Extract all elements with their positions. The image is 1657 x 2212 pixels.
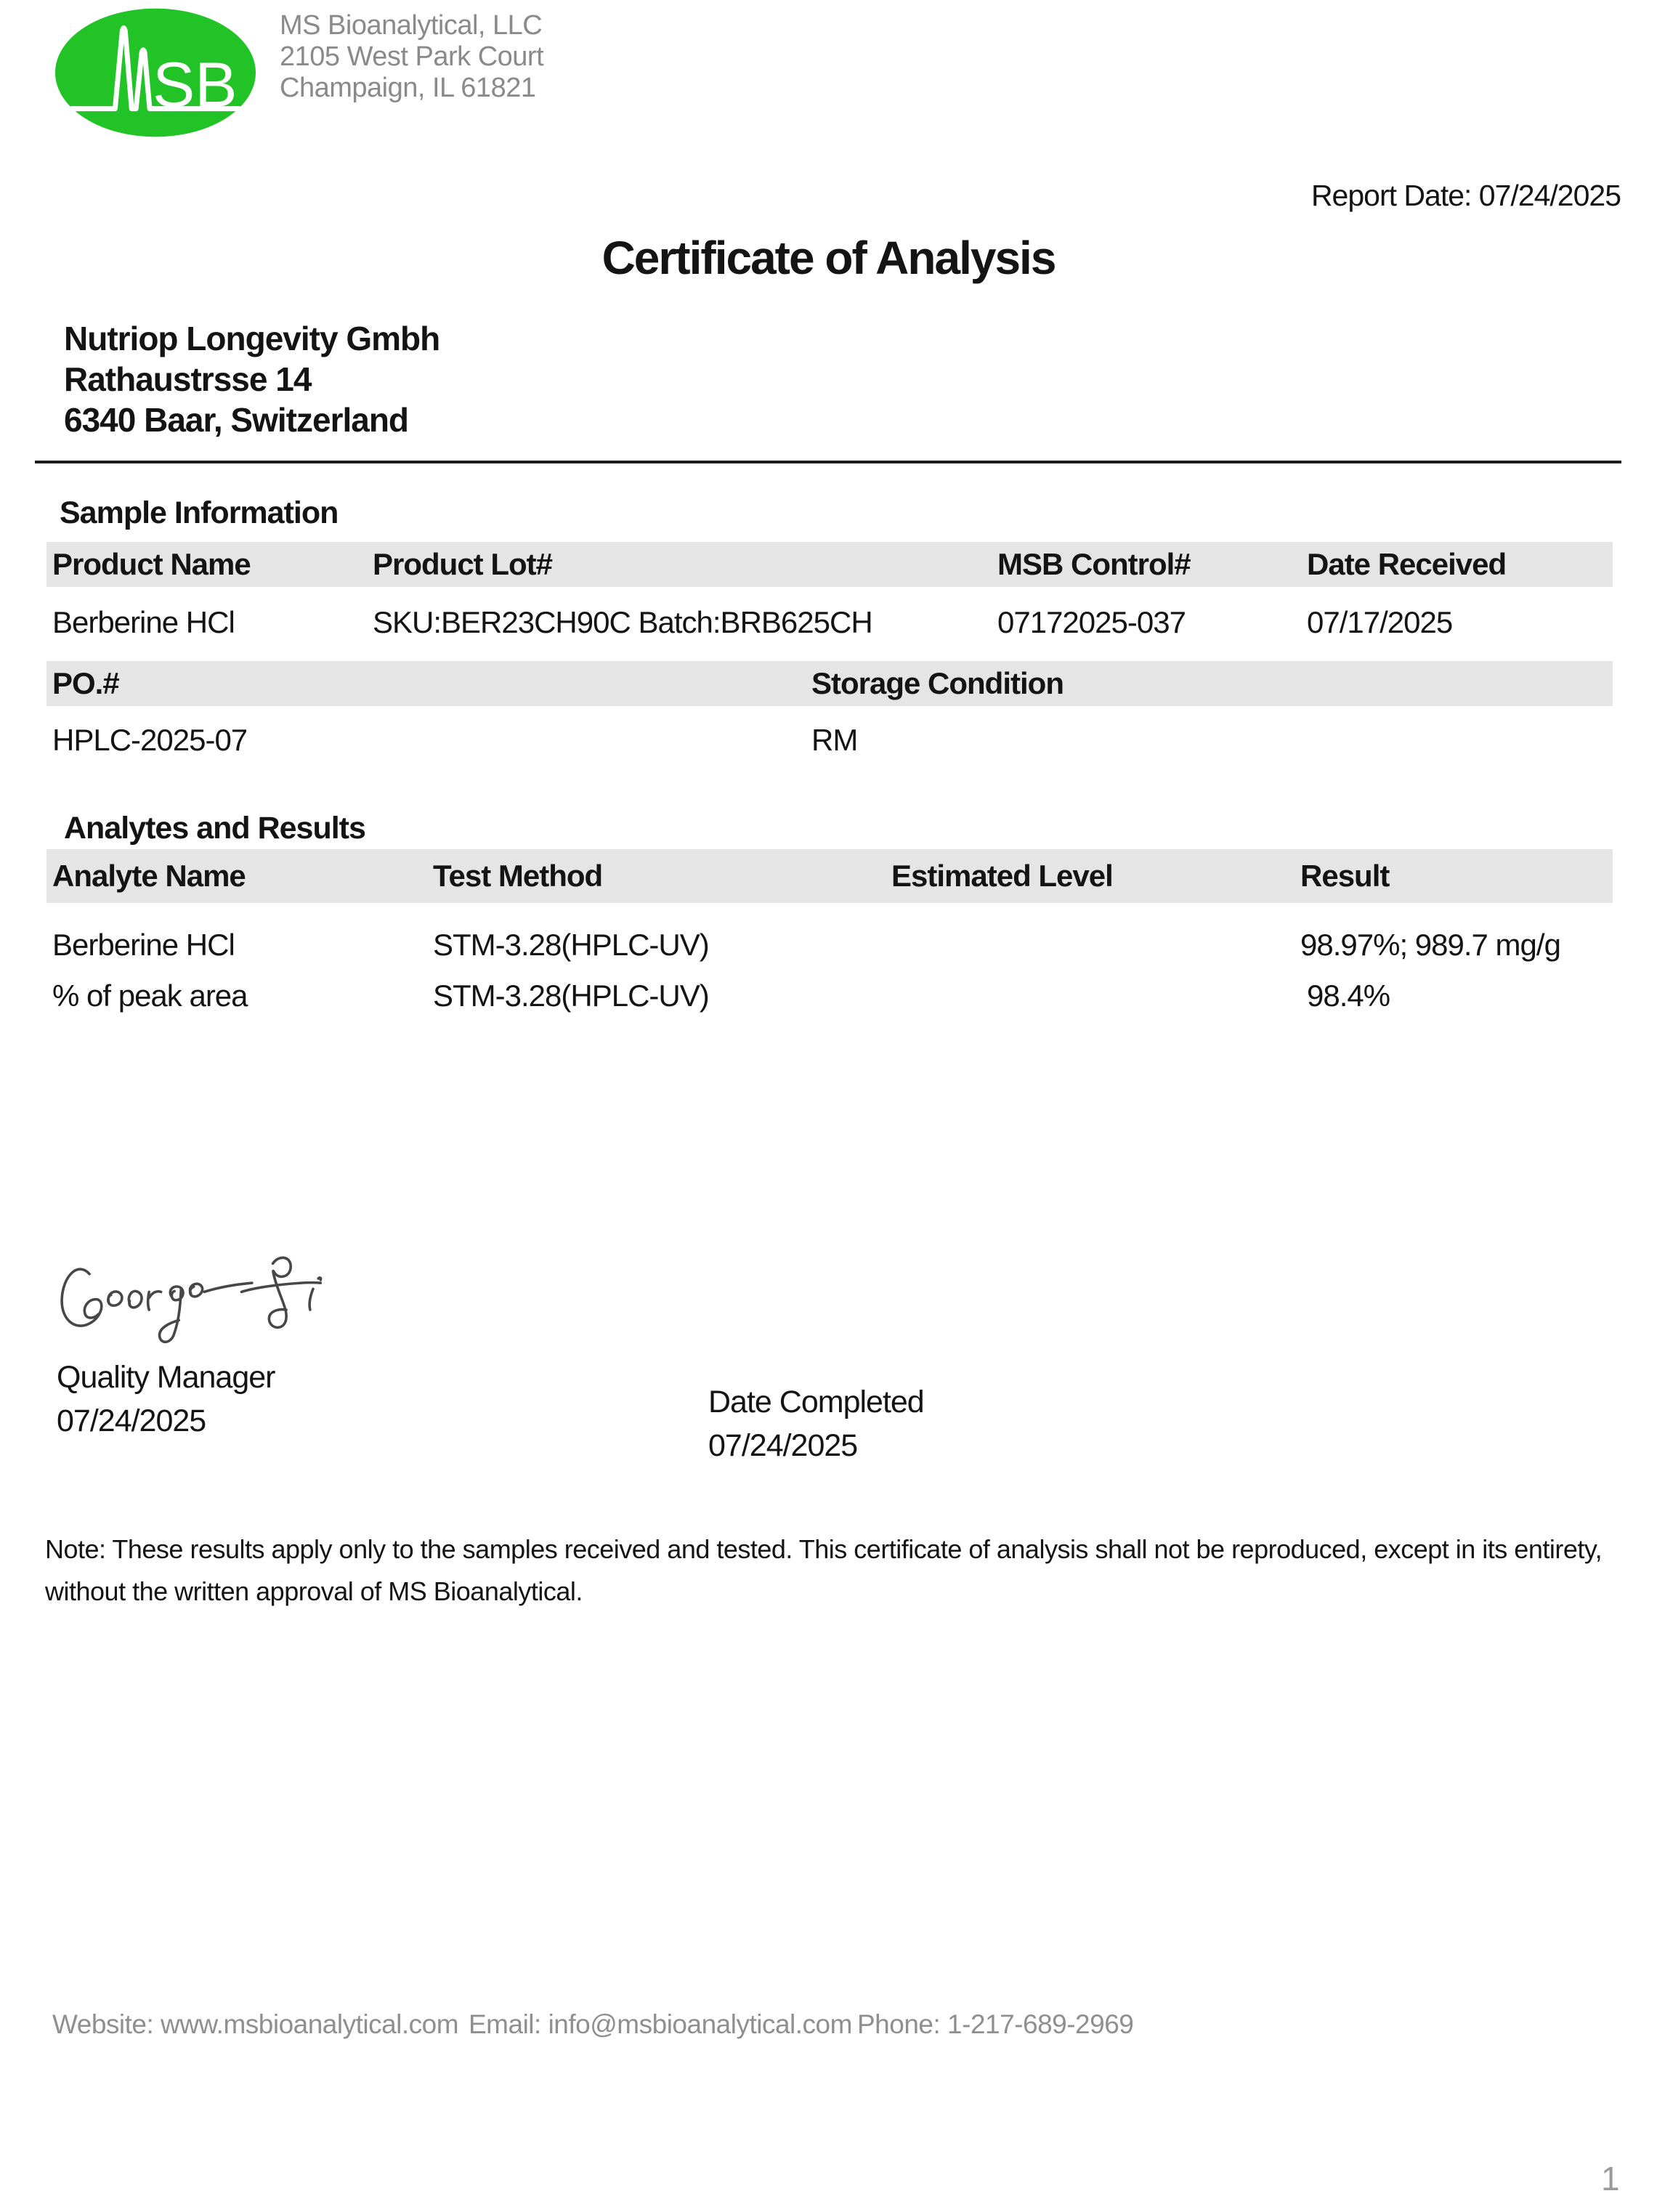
lab-address-block	[280, 10, 543, 104]
page-title: Certificate of Analysis	[601, 232, 1056, 284]
po-storage-header-row	[46, 661, 1613, 706]
col-header-msb-control: MSB Control#	[997, 547, 1191, 581]
value-date-received: 07/17/2025	[1307, 605, 1453, 639]
signature-image	[58, 1251, 341, 1367]
value-product-name: Berberine HCl	[52, 605, 235, 639]
footer-email: Email: info@msbioanalytical.com	[469, 2009, 852, 2039]
logo-letters: SB	[153, 49, 238, 121]
value-result: 98.4%	[1307, 979, 1390, 1013]
analyte-row	[46, 979, 1613, 1013]
date-completed-label: Date Completed	[708, 1385, 924, 1419]
customer-address-block	[64, 318, 439, 440]
col-header-storage-condition: Storage Condition	[811, 666, 1064, 700]
footer-phone: Phone: 1-217-689-2969	[857, 2009, 1134, 2039]
value-result: 98.97%; 989.7 mg/g	[1300, 928, 1560, 962]
customer-address-line2: 6340 Baar, Switzerland	[64, 401, 409, 439]
lab-address-line1: 2105 West Park Court	[280, 41, 544, 72]
value-test-method: STM-3.28(HPLC-UV)	[433, 928, 709, 962]
value-po-number: HPLC-2025-07	[52, 723, 248, 757]
col-header-test-method: Test Method	[433, 859, 603, 893]
footer-website: Website: www.msbioanalytical.com	[52, 2009, 459, 2039]
signer-date: 07/24/2025	[57, 1403, 206, 1438]
value-analyte-name: Berberine HCl	[52, 928, 235, 962]
lab-name: MS Bioanalytical, LLC	[280, 10, 543, 41]
value-storage-condition: RM	[811, 723, 858, 757]
analyte-row	[46, 928, 1613, 962]
col-header-po-number: PO.#	[52, 666, 119, 700]
signer-title: Quality Manager	[57, 1360, 275, 1395]
msb-logo-icon	[54, 7, 256, 138]
handwritten-signature-icon	[58, 1251, 341, 1367]
date-completed-value: 07/24/2025	[708, 1428, 858, 1463]
customer-name: Nutriop Longevity Gmbh	[64, 320, 440, 357]
value-analyte-name: % of peak area	[52, 979, 248, 1013]
col-header-product-name: Product Name	[52, 547, 251, 581]
col-header-analyte-name: Analyte Name	[52, 859, 246, 893]
value-product-lot: SKU:BER23CH90C Batch:BRB625CH	[373, 605, 872, 639]
analytes-results-heading: Analytes and Results	[64, 811, 365, 846]
col-header-product-lot: Product Lot#	[373, 547, 552, 581]
sample-info-value-row	[46, 606, 1613, 639]
value-msb-control: 07172025-037	[997, 605, 1186, 639]
sample-info-header-row	[46, 542, 1613, 587]
disclaimer-note: Note: These results apply only to the samples received and tested. This certificate of analysis shall not be reproduced, except in its entirety, without the written approval of MS Bioanalytical.	[45, 1534, 1603, 1606]
col-header-date-received: Date Received	[1307, 547, 1507, 581]
analytes-header-row	[46, 849, 1613, 903]
value-test-method: STM-3.28(HPLC-UV)	[433, 979, 709, 1013]
po-storage-value-row	[46, 724, 1613, 757]
col-header-estimated-level: Estimated Level	[891, 859, 1113, 893]
lab-address-line2: Champaign, IL 61821	[280, 73, 536, 103]
msb-logo	[54, 7, 256, 138]
col-header-result: Result	[1300, 859, 1390, 893]
customer-address-line1: Rathaustrsse 14	[64, 360, 312, 398]
horizontal-divider	[35, 461, 1621, 463]
page-number: 1	[1601, 2160, 1620, 2197]
report-date: Report Date: 07/24/2025	[1310, 179, 1621, 212]
sample-information-heading: Sample Information	[60, 495, 339, 530]
